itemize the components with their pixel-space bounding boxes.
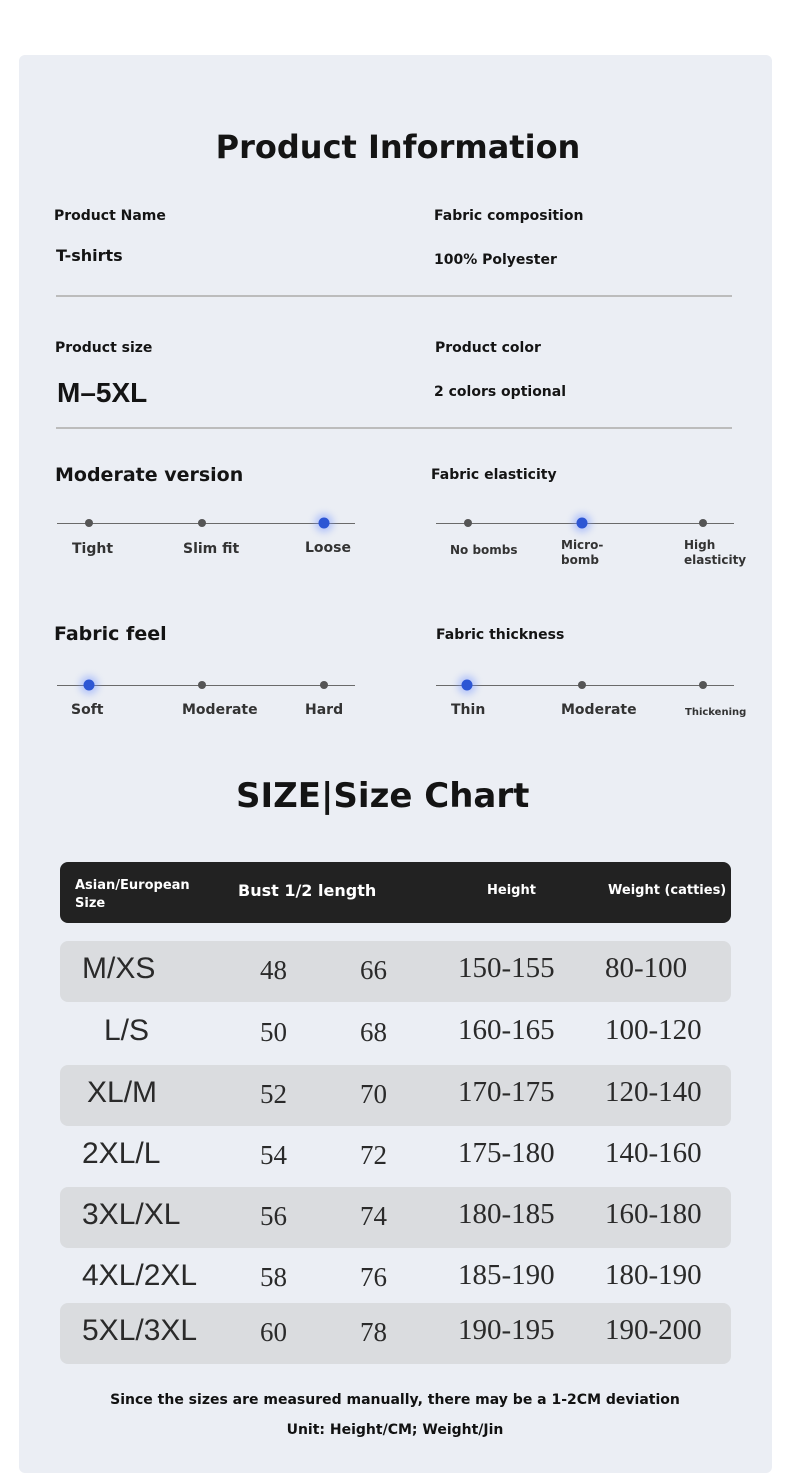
elasticity-option: Micro-bomb: [561, 538, 604, 567]
cell-weight: 100-120: [605, 1014, 702, 1046]
cell-bust: 56: [260, 1201, 287, 1231]
cell-bust: 58: [260, 1262, 287, 1292]
cell-length: 70: [360, 1079, 387, 1109]
header-weight: Weight (catties): [608, 883, 727, 898]
table-row: [60, 1303, 731, 1364]
elasticity-option: High elasticity: [684, 538, 747, 567]
cell-weight: 140-160: [605, 1137, 702, 1169]
thickness-option: Thickening: [685, 707, 747, 718]
cell-length: 76: [360, 1262, 387, 1292]
cell-height: 150-155: [458, 952, 555, 984]
version-scale-dot: [85, 519, 93, 527]
cell-size: 3XL/XL: [82, 1198, 181, 1231]
version-option: Slim fit: [183, 541, 240, 557]
elasticity-scale-title: Fabric elasticity: [431, 467, 557, 483]
cell-bust: 52: [260, 1079, 287, 1109]
table-row: [60, 1065, 731, 1126]
cell-size: XL/M: [87, 1076, 158, 1109]
cell-weight: 160-180: [605, 1198, 702, 1230]
feel-option: Soft: [71, 702, 104, 718]
fabric-composition-label: Fabric composition: [434, 208, 584, 224]
feel-scale-dot: [320, 681, 328, 689]
measurement-note: Since the sizes are measured manually, there may be a 1-2CM deviation: [110, 1392, 680, 1408]
header-bust-length: Bust 1/2 length: [238, 881, 377, 900]
divider: [56, 427, 732, 429]
cell-weight: 180-190: [605, 1259, 702, 1291]
cell-bust: 60: [260, 1317, 287, 1347]
cell-bust: 50: [260, 1017, 287, 1047]
cell-size: M/XS: [82, 952, 156, 985]
cell-height: 190-195: [458, 1314, 555, 1346]
cell-size: L/S: [104, 1014, 150, 1047]
page-title: Product Information: [215, 128, 581, 166]
thickness-scale-title: Fabric thickness: [436, 627, 565, 643]
feel-scale-track: [57, 685, 355, 686]
cell-length: 72: [360, 1140, 387, 1170]
cell-weight: 190-200: [605, 1314, 702, 1346]
feel-option: Moderate: [182, 702, 258, 718]
cell-bust: 48: [260, 955, 287, 985]
cell-height: 180-185: [458, 1198, 555, 1230]
feel-scale-title: Fabric feel: [54, 623, 167, 645]
cell-size: 4XL/2XL: [82, 1259, 198, 1292]
table-row: [60, 1187, 731, 1248]
cell-length: 68: [360, 1017, 387, 1047]
cell-height: 185-190: [458, 1259, 555, 1291]
thickness-option: Thin: [451, 702, 486, 718]
cell-size: 5XL/3XL: [82, 1314, 198, 1347]
unit-note: Unit: Height/CM; Weight/Jin: [286, 1422, 504, 1438]
cell-length: 66: [360, 955, 387, 985]
version-scale-track: [57, 523, 355, 524]
product-color-value: 2 colors optional: [434, 384, 567, 400]
cell-length: 74: [360, 1201, 387, 1231]
version-scale-title: Moderate version: [55, 464, 244, 486]
product-color-label: Product color: [435, 340, 541, 356]
product-name-label: Product Name: [54, 208, 166, 224]
cell-weight: 80-100: [605, 952, 688, 984]
size-chart-title: SIZE|Size Chart: [236, 776, 530, 816]
product-size-value: M–5XL: [57, 377, 148, 408]
table-row: [60, 1248, 731, 1309]
elasticity-scale-dot-selected: [577, 518, 588, 529]
feel-scale-dot: [198, 681, 206, 689]
header-size: Asian/European Size: [75, 878, 190, 911]
feel-scale-dot-selected: [84, 680, 95, 691]
table-row: [60, 941, 731, 1002]
cell-bust: 54: [260, 1140, 287, 1170]
header-height: Height: [487, 883, 536, 898]
thickness-scale-dot: [578, 681, 586, 689]
version-option: Tight: [72, 541, 114, 557]
version-scale-dot-selected: [319, 518, 330, 529]
product-size-label: Product size: [55, 340, 153, 356]
cell-height: 170-175: [458, 1076, 555, 1108]
elasticity-option: No bombs: [450, 543, 518, 557]
table-row: [60, 1126, 731, 1187]
table-row: [60, 1003, 731, 1064]
thickness-option: Moderate: [561, 702, 637, 718]
thickness-scale-dot: [699, 681, 707, 689]
cell-height: 175-180: [458, 1137, 555, 1169]
size-table-header: [60, 862, 731, 923]
version-option: Loose: [305, 540, 351, 556]
version-scale-dot: [198, 519, 206, 527]
elasticity-scale-dot: [464, 519, 472, 527]
cell-weight: 120-140: [605, 1076, 702, 1108]
elasticity-scale-dot: [699, 519, 707, 527]
product-name-value: T-shirts: [56, 246, 123, 265]
cell-size: 2XL/L: [82, 1137, 161, 1170]
thickness-scale-dot-selected: [462, 680, 473, 691]
fabric-composition-value: 100% Polyester: [434, 252, 557, 268]
cell-length: 78: [360, 1317, 387, 1347]
feel-option: Hard: [305, 702, 344, 718]
cell-height: 160-165: [458, 1014, 555, 1046]
divider: [56, 295, 732, 297]
